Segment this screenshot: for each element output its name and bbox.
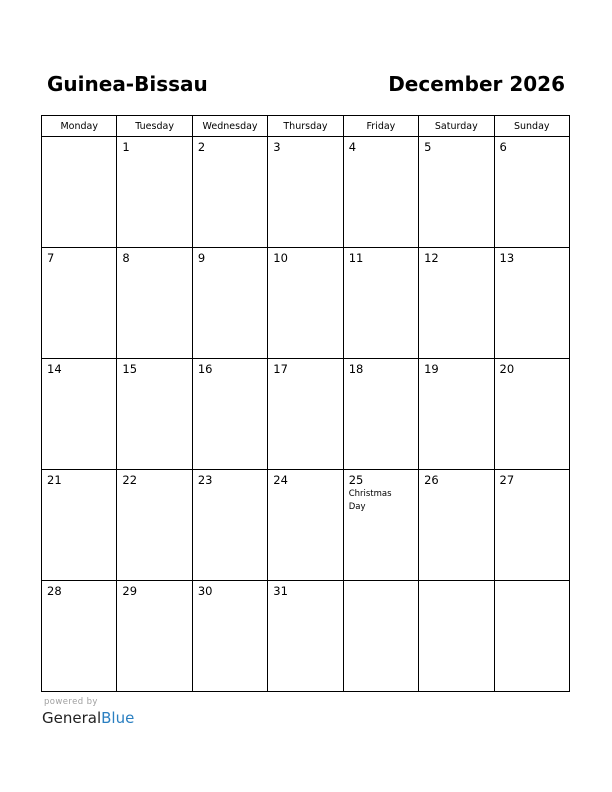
day-cell bbox=[419, 137, 494, 248]
powered-by-label: powered by bbox=[44, 697, 98, 707]
day-cell bbox=[192, 359, 267, 470]
day-cell-empty bbox=[494, 581, 569, 692]
day-cell-empty bbox=[343, 581, 418, 692]
day-cell bbox=[419, 359, 494, 470]
weekday-header-wednesday: Wednesday bbox=[192, 116, 267, 137]
day-cell bbox=[343, 359, 418, 470]
day-number: 25 bbox=[348, 473, 364, 487]
week-row bbox=[42, 137, 570, 248]
day-cell bbox=[494, 470, 569, 581]
day-cell bbox=[192, 137, 267, 248]
day-number: 29 bbox=[122, 584, 138, 598]
day-number: 9 bbox=[197, 251, 206, 265]
week-row bbox=[42, 359, 570, 470]
week-row bbox=[42, 470, 570, 581]
day-cell bbox=[42, 470, 117, 581]
day-cell bbox=[343, 137, 418, 248]
day-cell bbox=[42, 137, 117, 248]
week-row bbox=[42, 248, 570, 359]
day-number: 5 bbox=[424, 140, 432, 154]
day-cell bbox=[117, 470, 192, 581]
weekday-header-friday: Friday bbox=[343, 116, 418, 137]
day-cell bbox=[192, 581, 267, 692]
day-number: 24 bbox=[273, 473, 288, 487]
day-cell bbox=[419, 470, 494, 581]
day-cell bbox=[42, 359, 117, 470]
weekday-header-tuesday: Tuesday bbox=[117, 116, 192, 137]
weekday-header-sunday: Sunday bbox=[494, 116, 569, 137]
day-number: 10 bbox=[273, 251, 288, 265]
day-number: 3 bbox=[273, 140, 281, 154]
day-number: 20 bbox=[499, 362, 515, 376]
day-number: 17 bbox=[273, 362, 288, 376]
day-cell bbox=[419, 248, 494, 359]
day-number: 16 bbox=[197, 362, 213, 376]
day-number: 2 bbox=[197, 140, 206, 154]
day-cell bbox=[494, 137, 569, 248]
day-number: 14 bbox=[47, 362, 62, 376]
day-cell bbox=[268, 248, 343, 359]
day-number: 18 bbox=[348, 362, 364, 376]
day-number: 11 bbox=[348, 251, 364, 265]
day-cell bbox=[268, 359, 343, 470]
day-number: 4 bbox=[348, 140, 357, 154]
day-number: 12 bbox=[424, 251, 439, 265]
day-cell bbox=[494, 359, 569, 470]
day-number: 23 bbox=[197, 473, 213, 487]
brand-blue-text: Blue bbox=[101, 709, 135, 727]
day-cell bbox=[192, 248, 267, 359]
week-row bbox=[42, 581, 570, 692]
generalblue-logo[interactable] bbox=[42, 708, 134, 728]
day-cell bbox=[494, 248, 569, 359]
day-number: 21 bbox=[47, 473, 62, 487]
day-cell bbox=[343, 248, 418, 359]
day-number: 28 bbox=[47, 584, 62, 598]
day-cell bbox=[117, 359, 192, 470]
weekday-header-row bbox=[42, 116, 570, 137]
day-cell bbox=[268, 581, 343, 692]
day-cell bbox=[268, 470, 343, 581]
day-number: 8 bbox=[122, 251, 130, 265]
day-number: 26 bbox=[424, 473, 439, 487]
day-number: 6 bbox=[499, 140, 507, 154]
weekday-header-saturday: Saturday bbox=[419, 116, 494, 137]
day-number: 15 bbox=[122, 362, 138, 376]
day-cell bbox=[268, 137, 343, 248]
day-number: 31 bbox=[273, 584, 288, 598]
day-cell bbox=[192, 470, 267, 581]
holiday-label: Christmas Day bbox=[348, 489, 392, 512]
country-title: Guinea-Bissau bbox=[47, 72, 208, 96]
day-cell bbox=[42, 581, 117, 692]
day-cell bbox=[117, 137, 192, 248]
month-year-title: December 2026 bbox=[388, 72, 565, 96]
day-cell-empty bbox=[419, 581, 494, 692]
day-number: 1 bbox=[122, 140, 130, 154]
day-cell bbox=[42, 248, 117, 359]
weekday-header-thursday: Thursday bbox=[268, 116, 343, 137]
day-number: 27 bbox=[499, 473, 515, 487]
day-cell bbox=[117, 581, 192, 692]
day-number: 19 bbox=[424, 362, 439, 376]
brand-general-text: General bbox=[42, 709, 102, 727]
day-cell bbox=[117, 248, 192, 359]
day-number: 13 bbox=[499, 251, 515, 265]
calendar-grid bbox=[41, 115, 570, 692]
day-number: 7 bbox=[47, 251, 55, 265]
day-number: 22 bbox=[122, 473, 138, 487]
weekday-header-monday: Monday bbox=[42, 116, 117, 137]
day-cell-holiday bbox=[343, 470, 418, 581]
day-number: 30 bbox=[197, 584, 213, 598]
